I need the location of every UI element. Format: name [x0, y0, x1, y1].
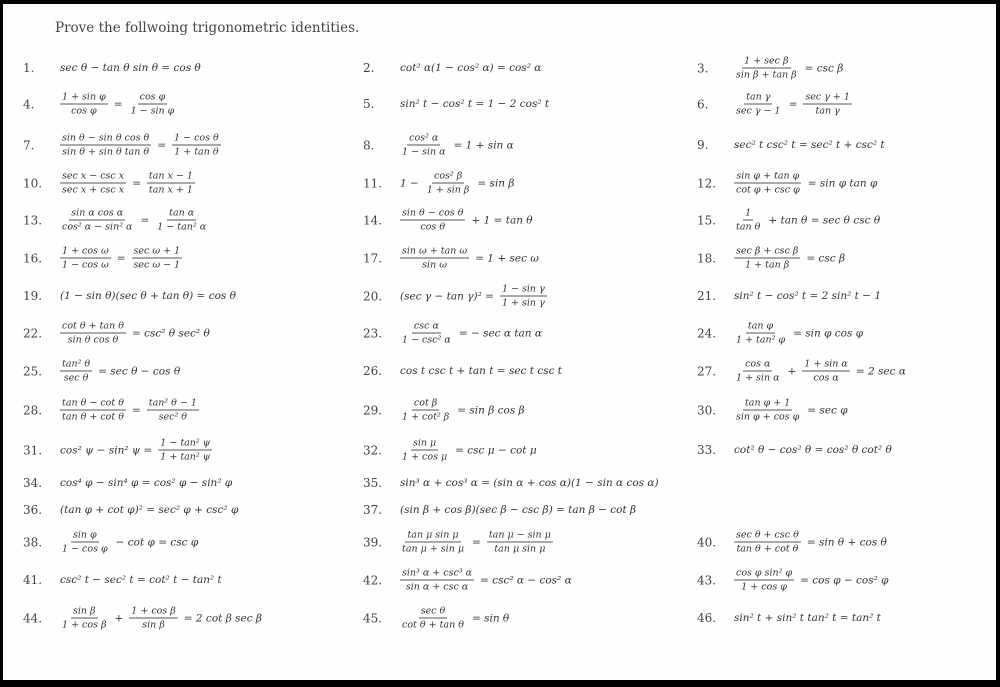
identity-number: 16. — [23, 251, 43, 265]
fraction — [425, 171, 472, 196]
identity-item — [23, 530, 201, 555]
denominator: 1 − csc² α — [402, 334, 451, 346]
identity-number: 18. — [697, 251, 717, 265]
fraction — [734, 398, 801, 423]
numerator: tan² θ — [62, 358, 91, 370]
expression-text: = — [472, 536, 481, 548]
denominator: 1 − cos φ — [62, 543, 108, 555]
identity-number: 20. — [363, 289, 383, 303]
identity-item — [23, 398, 202, 423]
identity-item — [363, 61, 544, 75]
fraction — [158, 438, 212, 463]
identity-item — [697, 443, 895, 457]
fraction — [400, 438, 449, 463]
fraction — [734, 246, 800, 271]
expression-text: = csc μ − cot μ — [455, 444, 537, 456]
expression-text: = sin φ cos φ — [793, 327, 864, 339]
identity-number: 27. — [697, 364, 717, 378]
identity-number: 4. — [23, 97, 35, 111]
identity-number: 38. — [23, 535, 43, 549]
identity-item — [363, 171, 517, 196]
identity-item — [697, 246, 848, 271]
identity-number: 19. — [23, 289, 43, 303]
identity-number: 34. — [23, 476, 43, 490]
denominator: sec x + csc x — [62, 184, 125, 196]
expression-text: cos² ψ − sin² ψ = — [60, 444, 153, 456]
expression-text: = sin θ — [471, 612, 510, 624]
identity-item — [23, 573, 225, 587]
denominator: sec θ — [63, 372, 89, 384]
identity-item — [697, 359, 909, 384]
expression-text: = sin β cos β — [457, 404, 525, 416]
identity-number: 33. — [697, 443, 717, 457]
identity-number: 29. — [363, 403, 383, 417]
expression-text: cos⁴ φ − sin⁴ φ = cos² φ − sin² φ — [60, 477, 233, 489]
numerator: 1 + sec β — [744, 55, 789, 67]
denominator: cot φ + csc φ — [736, 184, 800, 196]
expression-text: sin² t − cos² t = 2 sin² t − 1 — [734, 290, 882, 302]
expression-text: = sec φ — [807, 404, 848, 416]
numerator: tan μ − sin μ — [488, 529, 551, 541]
expression-text: (sec γ − tan γ)² = — [400, 290, 494, 302]
identity-item — [363, 530, 556, 555]
numerator: tan φ — [747, 320, 774, 332]
numerator: 1 + sin φ — [62, 91, 106, 103]
fraction — [60, 92, 108, 117]
expression-text: 1 − — [400, 177, 419, 189]
identity-item — [23, 61, 204, 75]
numerator: cos² β — [434, 170, 463, 182]
identity-item — [363, 438, 540, 463]
identity-item — [363, 97, 552, 111]
numerator: 1 − tan² ψ — [160, 437, 211, 449]
denominator: tan θ — [736, 221, 761, 233]
fraction — [400, 568, 474, 593]
numerator: 1 + sin α — [804, 358, 848, 370]
denominator: 1 + cos φ — [741, 581, 787, 593]
denominator: tan θ + cot θ — [62, 411, 124, 423]
fraction — [400, 246, 469, 271]
identity-item — [697, 56, 846, 81]
identity-number: 11. — [363, 176, 383, 190]
expression-text: = sec θ − cos θ — [98, 365, 181, 377]
numerator: sec ω + 1 — [133, 245, 181, 257]
numerator: sin φ — [72, 529, 97, 541]
fraction — [129, 606, 177, 631]
identity-number: 2. — [363, 61, 375, 75]
identity-item — [363, 568, 575, 593]
denominator: 1 + cot² β — [402, 411, 450, 423]
numerator: 1 + cos ω — [62, 245, 109, 257]
identity-number: 39. — [363, 535, 383, 549]
expression-text: = — [116, 252, 126, 264]
identity-number: 42. — [363, 573, 383, 587]
expression-text: = — [157, 139, 167, 151]
identity-number: 13. — [23, 213, 43, 227]
fraction — [60, 359, 92, 384]
fraction — [500, 284, 547, 309]
denominator: 1 + tan θ — [174, 146, 219, 158]
identity-number: 7. — [23, 138, 35, 152]
identity-item — [697, 530, 890, 555]
fraction — [734, 208, 762, 233]
fraction — [734, 359, 782, 384]
identity-number: 23. — [363, 326, 383, 340]
identity-number: 21. — [697, 289, 717, 303]
expression-text: = 2 cot β sec β — [183, 612, 262, 624]
identity-item — [363, 208, 536, 233]
fraction — [400, 606, 466, 631]
identity-number: 14. — [363, 213, 383, 227]
expression-text: csc² t − sec² t = cot² t − tan² t — [60, 574, 222, 586]
identity-item — [23, 246, 185, 271]
identity-item — [23, 476, 235, 490]
identity-item — [697, 208, 883, 233]
expression-text: cot² θ − cos² θ = cos² θ cot² θ — [734, 444, 892, 456]
expression-text: = 1 + sin α — [453, 139, 514, 151]
fraction — [60, 208, 134, 233]
fraction — [400, 398, 451, 423]
denominator: 1 − sin φ — [130, 105, 175, 117]
fraction — [734, 530, 801, 555]
denominator: 1 − tan² α — [157, 221, 207, 233]
fraction — [734, 56, 799, 81]
expression-text: cot² α(1 − cos² α) = cos² α — [400, 62, 542, 74]
identity-item — [363, 606, 512, 631]
identity-number: 6. — [697, 97, 709, 111]
identity-number: 43. — [697, 573, 717, 587]
expression-text: (1 − sin θ)(sec θ + tan θ) = cos θ — [60, 290, 236, 302]
identity-item — [363, 246, 542, 271]
expression-text: sin² t − cos² t = 1 − 2 cos² t — [400, 98, 550, 110]
numerator: 1 + cos β — [131, 605, 176, 617]
identity-number: 45. — [363, 611, 383, 625]
expression-text: sin³ α + cos³ α = (sin α + cos α)(1 − sin α cos α) — [400, 477, 659, 489]
denominator: sec ω − 1 — [133, 259, 181, 271]
identity-number: 25. — [23, 364, 43, 378]
fraction — [802, 359, 850, 384]
identity-number: 15. — [697, 213, 717, 227]
identity-number: 1. — [23, 61, 35, 75]
identity-item — [697, 321, 866, 346]
numerator: tan θ − cot θ — [62, 397, 124, 409]
numerator: tan φ + 1 — [744, 397, 791, 409]
identity-number: 12. — [697, 176, 717, 190]
fraction — [400, 321, 453, 346]
identity-item — [697, 611, 884, 625]
fraction — [734, 92, 783, 117]
fraction — [734, 321, 787, 346]
fraction — [60, 246, 111, 271]
identity-item — [697, 92, 855, 117]
expression-text: = 2 sec α — [855, 365, 906, 377]
identity-number: 9. — [697, 138, 709, 152]
identity-number: 35. — [363, 476, 383, 490]
numerator: csc α — [413, 320, 439, 332]
numerator: cos α — [745, 358, 771, 370]
expression-text: + — [787, 365, 797, 377]
numerator: sin μ — [412, 437, 437, 449]
denominator: 1 + tan² φ — [736, 334, 786, 346]
identity-item — [697, 171, 880, 196]
denominator: 1 + cos μ — [402, 451, 448, 463]
identity-number: 40. — [697, 535, 717, 549]
identity-item — [363, 133, 517, 158]
expression-text: = csc β — [804, 62, 844, 74]
denominator: tan μ sin μ — [494, 543, 546, 555]
fraction — [147, 398, 199, 423]
numerator: tan α — [169, 207, 195, 219]
numerator: sec x − csc x — [62, 170, 125, 182]
fraction — [60, 321, 126, 346]
denominator: 1 + cos β — [62, 619, 107, 631]
numerator: tan x − 1 — [148, 170, 193, 182]
denominator: tan x + 1 — [148, 184, 193, 196]
denominator: tan μ + sin μ — [402, 543, 465, 555]
identity-number: 44. — [23, 611, 43, 625]
identity-number: 24. — [697, 326, 717, 340]
identity-item — [363, 321, 545, 346]
expression-text: (tan φ + cot φ)² = sec² φ + csc² φ — [60, 504, 239, 516]
identity-item — [363, 364, 565, 378]
expression-text: = — [132, 177, 141, 189]
expression-text: = csc² α − cos² α — [480, 574, 572, 586]
numerator: sin θ − sin θ cos θ — [62, 132, 150, 144]
denominator: tan θ + cot θ — [736, 543, 799, 555]
identity-item — [23, 208, 211, 233]
expression-text: + 1 = tan θ — [471, 214, 533, 226]
expression-text: = 1 + sec ω — [475, 252, 539, 264]
numerator: cos φ sin² φ — [736, 567, 793, 579]
identity-number: 10. — [23, 176, 43, 190]
fraction — [132, 246, 183, 271]
numerator: cot θ + tan θ — [62, 320, 124, 332]
expression-text: = csc β — [806, 252, 846, 264]
identity-number: 37. — [363, 503, 383, 517]
denominator: cos θ — [420, 221, 446, 233]
worksheet-title: Prove the follwoing trigonometric identities. — [55, 20, 360, 36]
identity-item — [363, 284, 550, 309]
numerator: 1 − sin γ — [501, 283, 545, 295]
numerator: tan γ — [746, 91, 771, 103]
expression-text: = sin θ + cos θ — [806, 536, 887, 548]
denominator: 1 − sin α — [402, 146, 446, 158]
fraction — [60, 606, 108, 631]
fraction — [129, 92, 177, 117]
expression-text: = — [140, 214, 150, 226]
numerator: sin³ α + csc³ α — [402, 567, 473, 579]
identity-item — [23, 606, 265, 631]
numerator: sin φ + tan φ — [736, 170, 800, 182]
identity-number: 32. — [363, 443, 383, 457]
identity-item — [23, 133, 224, 158]
denominator: sin θ + sin θ tan θ — [62, 146, 150, 158]
expression-text: = cos φ − cos² φ — [800, 574, 889, 586]
identity-item — [23, 359, 183, 384]
numerator: cos φ — [139, 91, 166, 103]
denominator: cos α — [813, 372, 839, 384]
numerator: sec γ + 1 — [805, 91, 850, 103]
numerator: sec θ + csc θ — [736, 529, 799, 541]
expression-text: + tan θ = sec θ csc θ — [768, 214, 881, 226]
numerator: cos² α — [409, 132, 439, 144]
expression-text: = csc² θ sec² θ — [131, 327, 210, 339]
identity-item — [23, 503, 241, 517]
expression-text: sec² t csc² t = sec² t + csc² t — [734, 139, 885, 151]
numerator: sin ω + tan ω — [402, 245, 468, 257]
denominator: sin β + tan β — [736, 69, 797, 81]
expression-text: = — [788, 98, 798, 110]
expression-text: = sin β — [477, 177, 515, 189]
fraction — [60, 133, 151, 158]
identity-number: 5. — [363, 97, 375, 111]
expression-text: = — [113, 98, 123, 110]
identity-item — [23, 92, 179, 117]
identity-number: 28. — [23, 403, 43, 417]
fraction — [60, 171, 126, 196]
identity-item — [23, 289, 239, 303]
denominator: sin φ + cos φ — [736, 411, 800, 423]
fraction — [155, 208, 208, 233]
identity-item — [697, 289, 884, 303]
fraction — [400, 530, 466, 555]
denominator: sin ω — [422, 259, 447, 271]
fraction — [400, 208, 465, 233]
expression-text: cos t csc t + tan t = sec t csc t — [400, 365, 563, 377]
expression-text: = — [131, 404, 141, 416]
expression-text: sec θ − tan θ sin θ = cos θ — [60, 62, 201, 74]
denominator: cot θ + tan θ — [402, 619, 464, 631]
expression-text: = sin φ tan φ — [807, 177, 878, 189]
numerator: sin α cos α — [71, 207, 124, 219]
identity-number: 17. — [363, 251, 383, 265]
identity-item — [697, 568, 892, 593]
numerator: tan μ sin μ — [407, 529, 459, 541]
fraction — [400, 133, 448, 158]
identity-item — [23, 171, 198, 196]
expression-text: (sin β + cos β)(sec β − csc β) = tan β − cot β — [400, 504, 637, 516]
fraction — [487, 530, 553, 555]
denominator: sin β — [142, 619, 165, 631]
identity-item — [23, 438, 215, 463]
fraction — [734, 568, 794, 593]
denominator: 1 − cos ω — [62, 259, 109, 271]
expression-text: + — [114, 612, 124, 624]
identity-item — [363, 476, 662, 490]
identity-item — [363, 398, 528, 423]
fraction — [147, 171, 195, 196]
fraction — [734, 171, 802, 196]
numerator: tan² θ − 1 — [148, 397, 197, 409]
fraction — [60, 398, 126, 423]
identity-number: 46. — [697, 611, 717, 625]
identity-number: 31. — [23, 443, 43, 457]
identity-number: 3. — [697, 61, 709, 75]
identity-number: 36. — [23, 503, 43, 517]
denominator: sin α + csc α — [405, 581, 469, 593]
expression-text: sin² t + sin² t tan² t = tan² t — [734, 612, 881, 624]
numerator: cot β — [413, 397, 438, 409]
identity-item — [363, 503, 639, 517]
denominator: 1 + tan² ψ — [160, 451, 211, 463]
fraction — [172, 133, 221, 158]
identity-item — [23, 321, 213, 346]
denominator: tan γ — [815, 105, 840, 117]
numerator: sec θ — [420, 605, 446, 617]
denominator: cos² α − sin² α — [62, 221, 133, 233]
denominator: cos φ — [71, 105, 97, 117]
denominator: sin θ cos θ — [67, 334, 119, 346]
identity-item — [697, 398, 851, 423]
denominator: 1 + sin α — [736, 372, 780, 384]
identity-number: 22. — [23, 326, 43, 340]
worksheet-page — [3, 4, 996, 680]
identity-number: 30. — [697, 403, 717, 417]
numerator: sec β + csc β — [736, 245, 799, 257]
denominator: sec γ − 1 — [736, 105, 781, 117]
numerator: 1 − cos θ — [174, 132, 219, 144]
fraction — [60, 530, 110, 555]
numerator: sin β — [72, 605, 96, 617]
fraction — [803, 92, 852, 117]
expression-text: = − sec α tan α — [458, 327, 543, 339]
identity-number: 8. — [363, 138, 375, 152]
identity-number: 41. — [23, 573, 43, 587]
expression-text: − cot φ = csc φ — [115, 536, 199, 548]
denominator: 1 + tan β — [745, 259, 790, 271]
numerator: sin θ − cos θ — [402, 207, 464, 219]
identity-number: 26. — [363, 364, 383, 378]
denominator: 1 + sin γ — [501, 297, 545, 309]
denominator: sec² θ — [158, 411, 188, 423]
denominator: 1 + sin β — [426, 184, 470, 196]
identity-item — [697, 138, 888, 152]
numerator: 1 — [745, 207, 752, 219]
